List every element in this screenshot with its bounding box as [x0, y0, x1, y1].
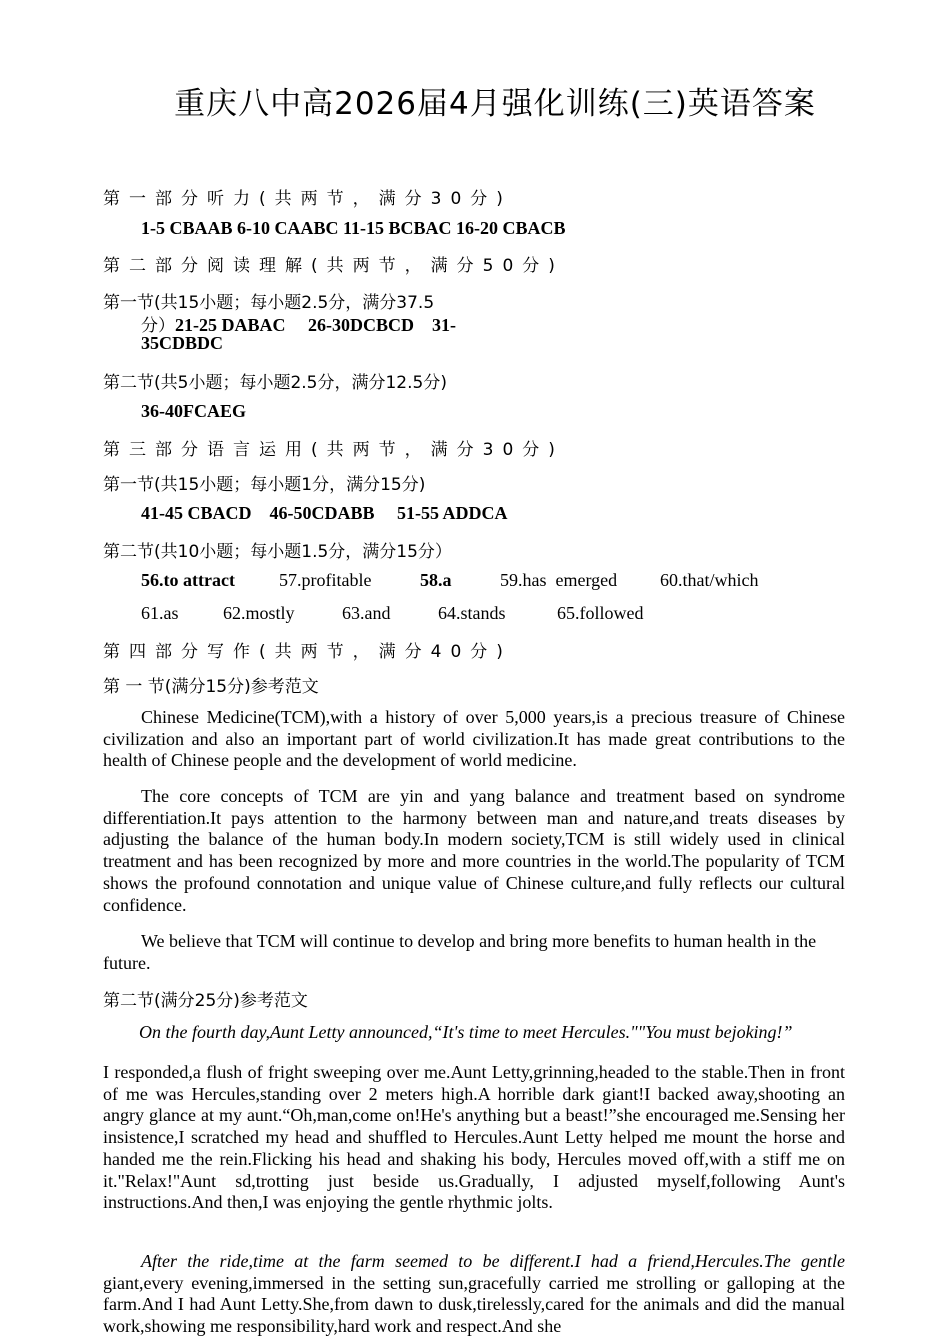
part4-heading: 第四部分写作(共两节，满分40分): [103, 642, 512, 662]
part1-heading: 第一部分听力(共两节，满分30分): [103, 189, 512, 209]
part2-section1-answers-line1: 21-25 DABAC 26-30DCBCD 31-: [175, 315, 456, 335]
part2-heading: 第二部分阅读理解(共两节，满分50分): [103, 256, 564, 276]
part2-section2-answers: 36-40FCAEG: [141, 401, 246, 421]
part2-section1-heading-cont: 分）: [141, 316, 175, 336]
part2-section1-heading: 第一节(共15小题；每小题2.5分，满分37.5: [103, 293, 435, 313]
part3-heading: 第三部分语言运用(共两节，满分30分): [103, 440, 564, 460]
essay1-paragraph-text: Chinese Medicine(TCM),with a history of over 5,000 years,is a precious treasure of Chinese civilization and also an important part of world civilization.It has made great contributions to the health of Chinese people and the development of world medicine.: [103, 707, 845, 771]
part2-section2-heading: 第二节(共5小题；每小题2.5分，满分12.5分): [103, 373, 447, 393]
essay1-paragraph: [103, 786, 845, 916]
answer-item: 59.has emerged: [500, 570, 618, 590]
answer-item: 56.to attract: [141, 570, 235, 590]
part3-section2-heading: 第二节(共10小题；每小题1.5分，满分15分）: [103, 542, 452, 562]
answer-item: 57.profitable: [279, 570, 372, 590]
essay1-paragraph: [103, 931, 833, 974]
essay2-paragraph: I responded,a flush of fright sweeping over me.Aunt Letty,grinning,headed to the stable.Then in front of me was Hercules,standing over 2 meters high.A horrible dark giant!I backed away,shooting an angry glance at my aunt.“Oh,man,come on!He's anything but a beast!”she encouraged me.Sensing her insistence,I scratched my head and shuffled to Hercules.Aunt Letty helped me mount the horse and handed me the rein.Flicking his head and shaking his body, Hercules moved off,with a stiff me on it."Relax!"Aunt sd,trotting just beside us.Gradually, I adjusted myself,following Aunt's instructions.And then,I was enjoying the gentle rhythmic jolts.: [103, 1062, 845, 1213]
essay1-paragraph-text: We believe that TCM will continue to develop and bring more benefits to human health in the future.: [103, 931, 817, 973]
essay2-paragraph-text: giant,every evening,immersed in the setting sun,gracefully carried me strolling or galloping at the farm.And I had Aunt Letty.She,from dawn to dusk,tirelessly,cared for the animals and did the manual work,showing me responsibility,hard work and respect.And she: [103, 1272, 845, 1337]
part1-answers: 1-5 CBAAB 6-10 CAABC 11-15 BCBAC 16-20 CBACB: [141, 218, 566, 238]
answer-item: 60.that/which: [660, 570, 759, 590]
answer-item: 65.followed: [557, 603, 644, 623]
part3-section1-answers: 41-45 CBACD 46-50CDABB 51-55 ADDCA: [141, 503, 508, 523]
part4-section1-heading: 第 一 节(满分15分)参考范文: [103, 677, 319, 697]
essay2-opening: On the fourth day,Aunt Letty announced,“It's time to meet Hercules.""You must bejoking!”: [139, 1022, 793, 1042]
essay2-paragraph-italic: After the ride,time at the farm seemed to be different.I had a friend,Hercules.The gentle: [141, 1251, 845, 1271]
answer-item: 61.as: [141, 603, 179, 623]
part3-section1-heading: 第一节(共15小题；每小题1分，满分15分): [103, 475, 426, 495]
answer-item: 62.mostly: [223, 603, 295, 623]
part4-section2-heading: 第二节(满分25分)参考范文: [103, 991, 308, 1011]
essay2-paragraph: [103, 1251, 845, 1342]
essay1-paragraph: [103, 707, 845, 772]
answer-item: 63.and: [342, 603, 391, 623]
part2-section1-answers-line2: 35CDBDC: [141, 333, 224, 353]
answer-item: 58.a: [420, 570, 452, 590]
answer-item: 64.stands: [438, 603, 506, 623]
essay1-paragraph-text: The core concepts of TCM are yin and yang balance and treatment based on syndrome differentiation.It pays attention to the harmony between man and nature,and treats diseases by adjusting the balance of the human body.In modern society,TCM is still widely used in clinical treatment and has been recognized by more and more countries in the world.The popularity of TCM shows the profound connotation and unique value of Chinese culture,and fully reflects our cultural confidence.: [103, 786, 845, 915]
document-title: 重庆八中高2026届4月强化训练(三)英语答案: [174, 86, 816, 122]
